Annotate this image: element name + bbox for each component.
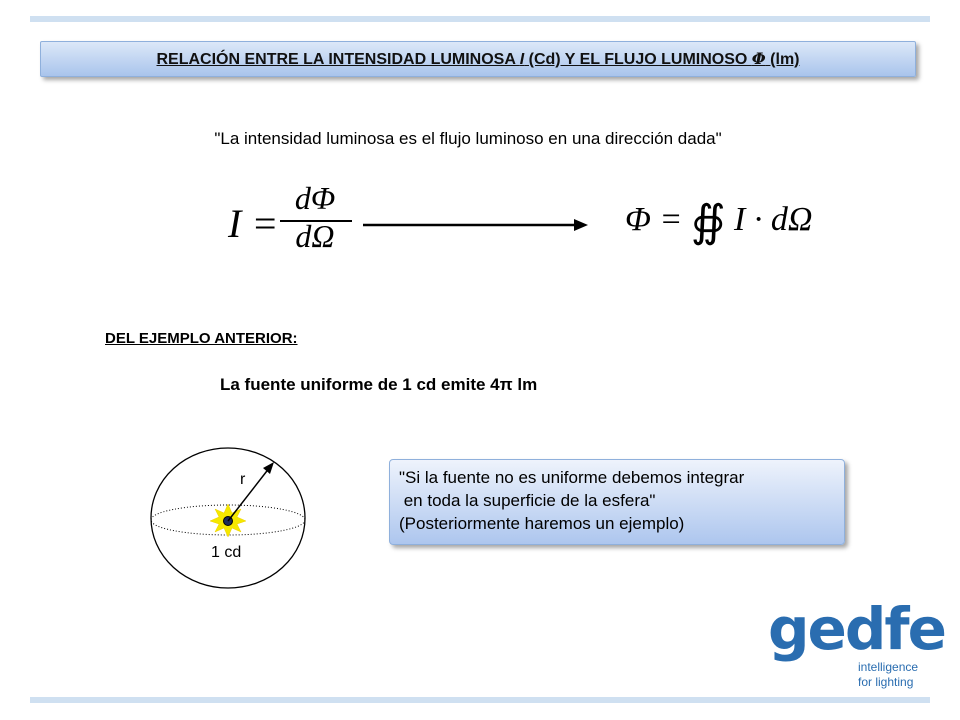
formula-denominator: dΩ (295, 218, 335, 254)
note-box (389, 459, 845, 545)
slide-title (156, 49, 799, 69)
company-logo (768, 595, 945, 692)
logo-tagline-line1: intelligence (858, 660, 919, 674)
note-line-1: "Si la fuente no es uniforme debemos integrar (399, 468, 745, 487)
formula-numerator: dΦ (294, 180, 336, 216)
flux-integral-formula (625, 196, 812, 247)
sphere-diagram (140, 440, 320, 590)
note-line-3: (Posteriormente haremos un ejemplo) (399, 514, 685, 533)
right-arrow-icon (363, 215, 588, 235)
logo-tagline (858, 660, 918, 690)
surface-integral-symbol: ∯ (690, 197, 726, 246)
intensity-symbol: I (519, 51, 525, 68)
bottom-decorative-bar (30, 697, 930, 703)
sphere-drawing (140, 440, 320, 590)
flux-symbol: Φ (751, 49, 766, 68)
integral-integrand: I · dΩ (734, 201, 813, 238)
top-decorative-bar (30, 16, 930, 22)
logo-wordmark: gedfe (768, 595, 945, 663)
source-label: 1 cd (211, 544, 242, 561)
note-line-2: en toda la superficie de la esfera" (399, 491, 656, 510)
intensity-formula (228, 180, 358, 258)
definition-quote: "La intensidad luminosa es el flujo luminoso en una dirección dada" (214, 129, 722, 148)
example-statement: La fuente uniforme de 1 cd emite 4π lm (220, 375, 538, 394)
title-part3: (lm) (765, 51, 800, 68)
radius-label: r (240, 471, 246, 488)
example-heading: DEL EJEMPLO ANTERIOR: (105, 330, 298, 347)
logo-tagline-line2: for lighting (858, 675, 914, 689)
title-banner (40, 41, 916, 77)
formula-lhs: I = (228, 201, 279, 246)
title-part1: RELACIÓN ENTRE LA INTENSIDAD LUMINOSA (156, 51, 520, 68)
title-part2: (Cd) Y EL FLUJO LUMINOSO (524, 51, 752, 68)
integral-lhs: Φ = (625, 201, 683, 238)
